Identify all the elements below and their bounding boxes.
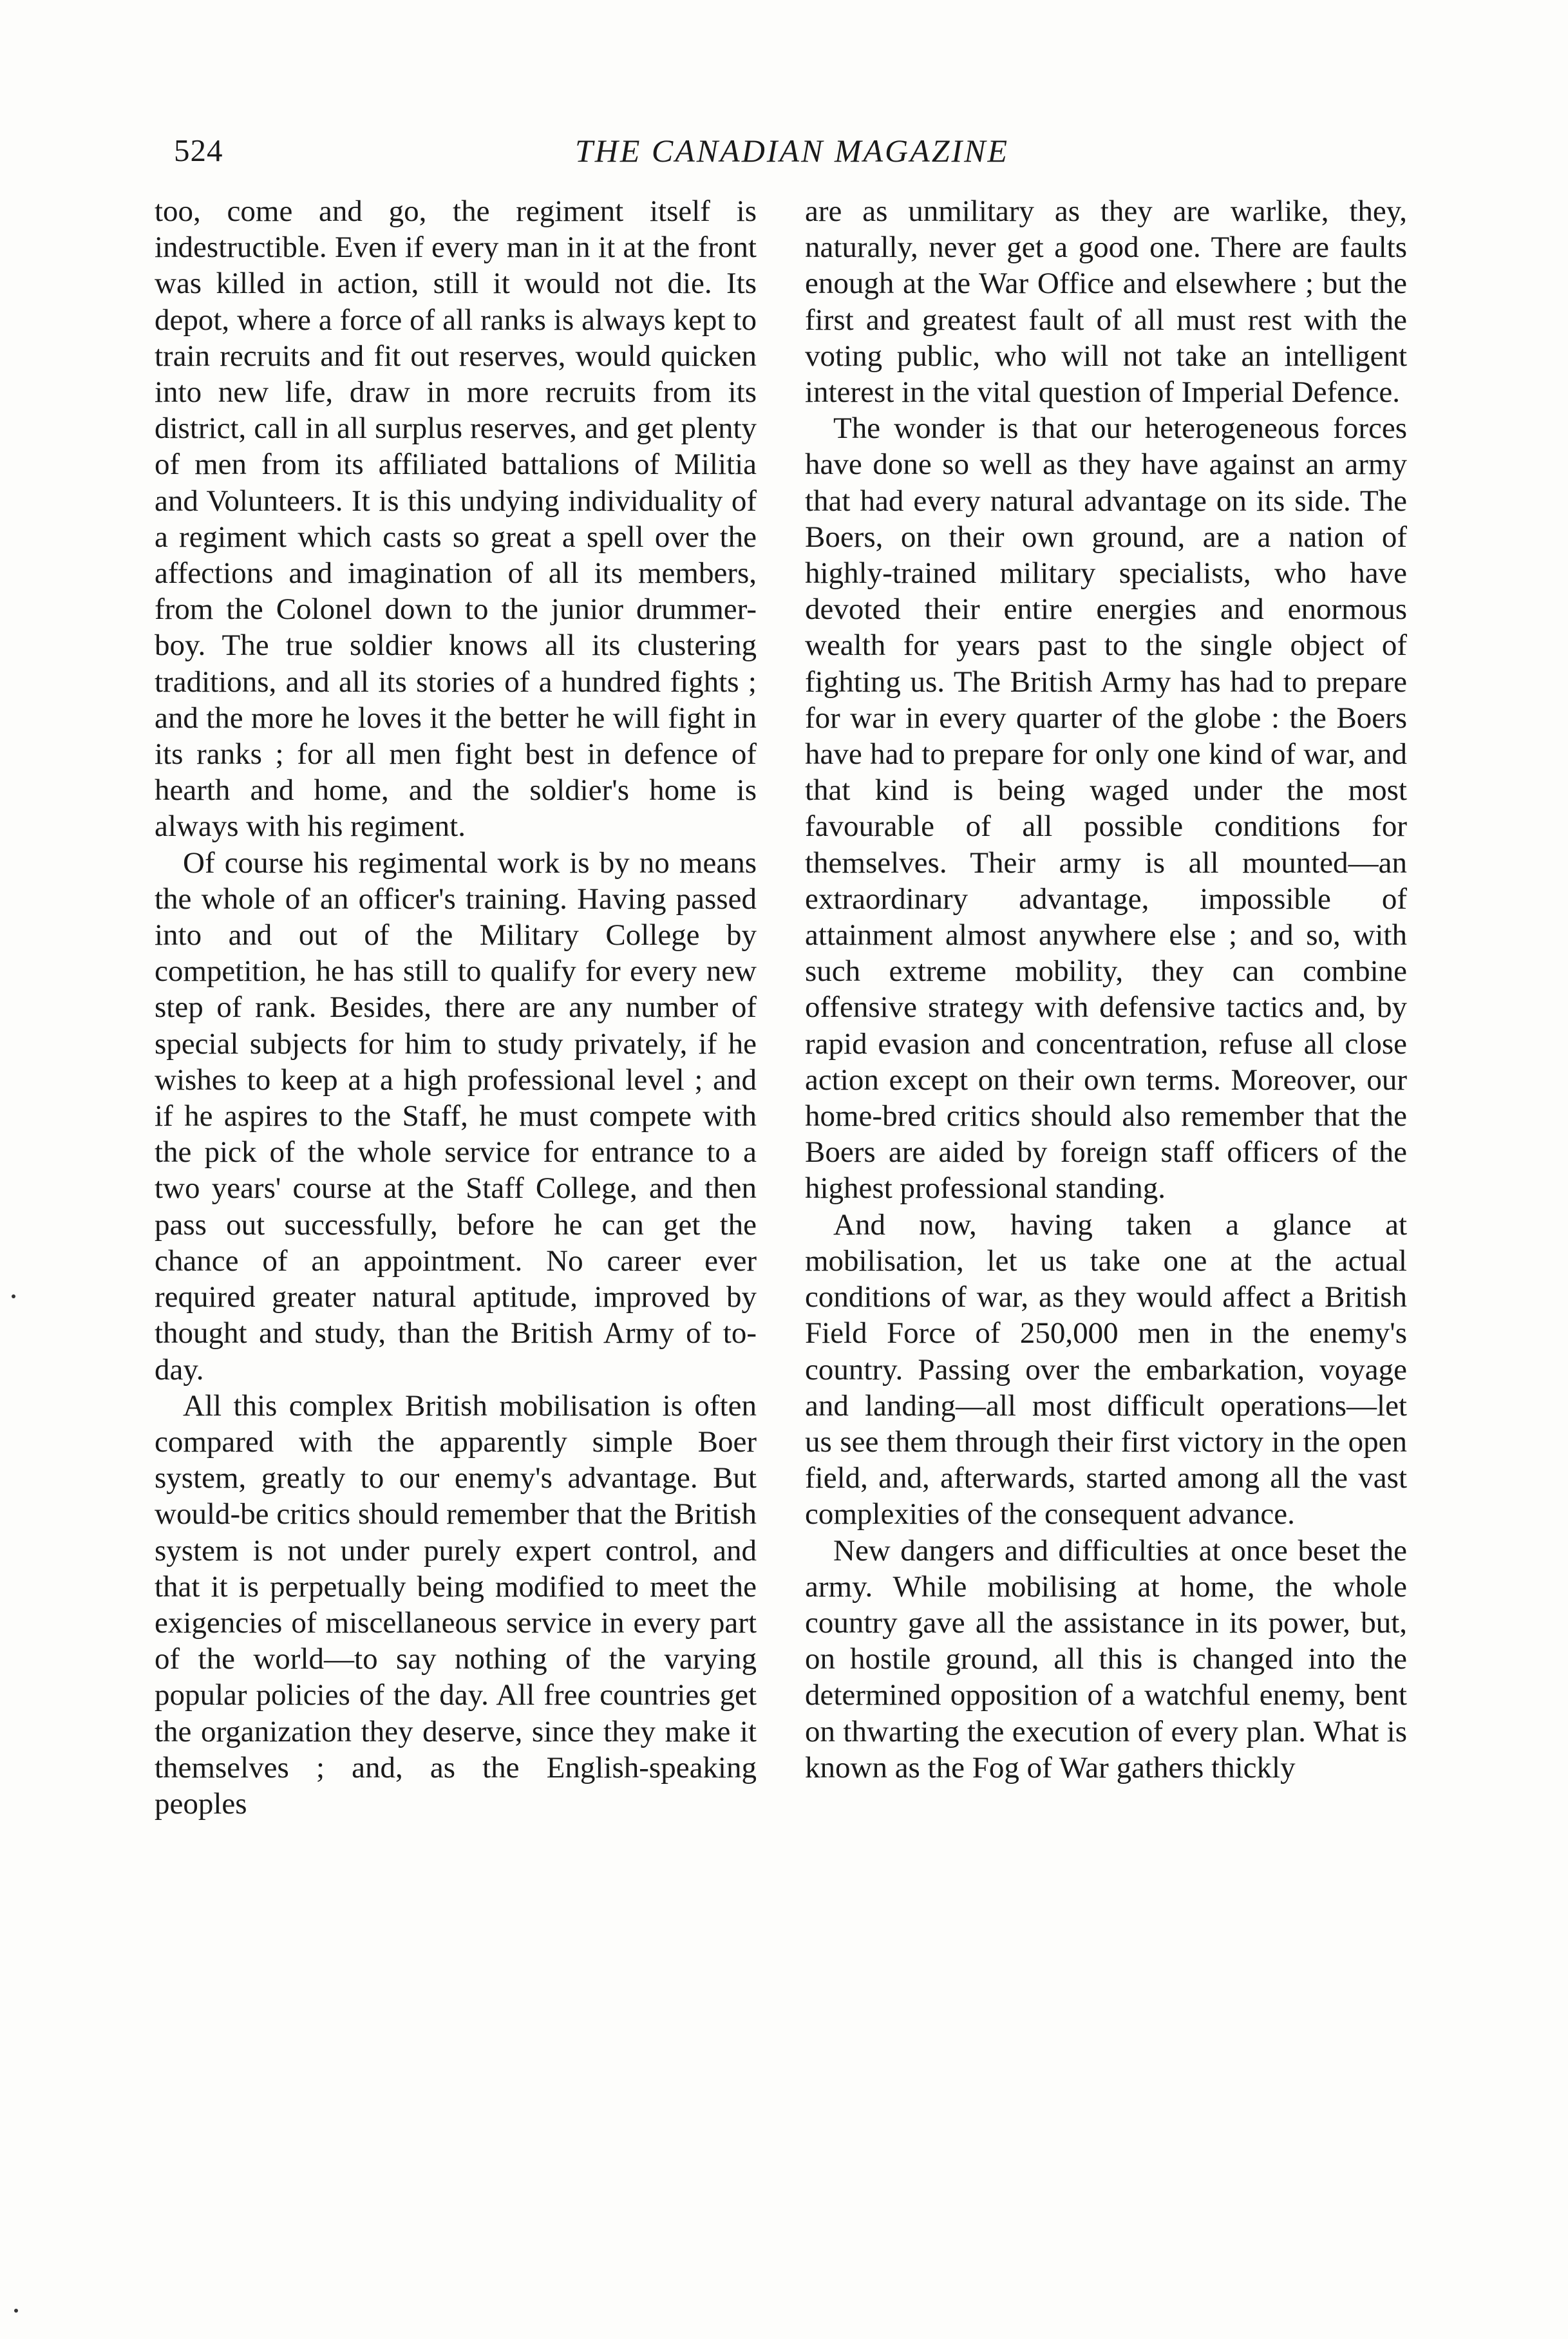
running-title: THE CANADIAN MAGAZINE — [574, 133, 1010, 169]
paragraph: too, come and go, the regiment itself is indestructible. Even if every man in it at the front was killed in action, still it would not die. Its depot, where a force of all ranks is always kept to train recruits and fit out reserves, would quicken into new life, draw in more recruits from its district, call in all surplus reserves, and get plenty of men from its affiliated battalions of Militia and Volunteers. It is this undying individuality of a regiment which casts so great a spell over the affections and imagination of all its members, from the Colonel down to the junior drummer-boy. The true soldier knows all its clustering traditions, and all its stories of a hundred fights ; and the more he loves it the better he will fight in its ranks ; for all men fight best in defence of hearth and home, and the soldier's home is always with his regiment. — [155, 194, 757, 844]
ink-speck — [12, 1294, 15, 1298]
paragraph: And now, having taken a glance at mobilisation, let us take one at the actual conditions of war, as they would affect a British Field Force of 250,000 men in the enemy's country. Passing over the embarkation, voyage and landing—all most difficult operations—let us see them through their first victory in the open field, and, afterwards, started among all the vast complexities of the consequent advance. — [805, 1207, 1407, 1531]
paragraph: All this complex British mobilisation is often compared with the apparently simple Boer system, greatly to our enemy's advantage. But would-be critics should remember that the British system is not under purely expert control, and that it is perpetually being modified to meet the exigencies of miscellaneous service in every part of the world—to say nothing of the varying popular policies of the day. All free countries get the organization they deserve, since they make it themselves ; and, as the English-speaking peoples — [155, 1388, 757, 1821]
paragraph: The wonder is that our heterogeneous forces have done so well as they have against an army that had every natural advantage on its side. The Boers, on their own ground, are a nation of highly-trained military specialists, who have devoted their entire energies and enormous wealth for years past to the single object of fighting us. The British Army has had to prepare for war in every quarter of the globe : the Boers have had to prepare for only one kind of war, and that kind is being waged under the most favourable of all possible conditions for themselves. Their army is all mounted—an extraordinary advantage, impossible of attainment almost anywhere else ; and so, with such extreme mobility, they can combine offensive strategy with defensive tactics and, by rapid evasion and concentration, refuse all close action except on their own terms. Moreover, our home-bred critics should also remember that the Boers are aided by foreign staff officers of the highest professional standing. — [805, 412, 1407, 1206]
paragraph: are as unmilitary as they are warlike, they, naturally, never get a good one. There are faults enough at the War Office and elsewhere ; but the first and greatest fault of all must rest with the voting public, who will not take an intelligent interest in the vital question of Imperial Defence. — [805, 194, 1407, 410]
right-column — [805, 193, 1407, 2260]
paragraph: Of course his regimental work is by no means the whole of an officer's training. Having passed into and out of the Military College by competition, he has still to qualify for every new step of rank. Besides, there are any number of special subjects for him to study privately, if he wishes to keep at a high professional level ; and if he aspires to the Staff, he must compete with the pick of the whole service for entrance to a two years' course at the Staff College, and then pass out successfully, before he can get the chance of an appointment. No career ever required greater natural aptitude, improved by thought and study, than the British Army of to-day. — [155, 846, 757, 1387]
paragraph: New dangers and difficulties at once beset the army. While mobilising at home, the whole country gave all the assistance in its power, but, on hostile ground, all this is changed into the determined opposition of a watchful enemy, bent on thwarting the execution of every plan. What is known as the Fog of War gathers thickly — [805, 1533, 1407, 1785]
left-column — [155, 193, 757, 2260]
ink-speck — [14, 2309, 18, 2313]
page-number: 524 — [174, 133, 223, 168]
page-header — [174, 132, 1410, 177]
